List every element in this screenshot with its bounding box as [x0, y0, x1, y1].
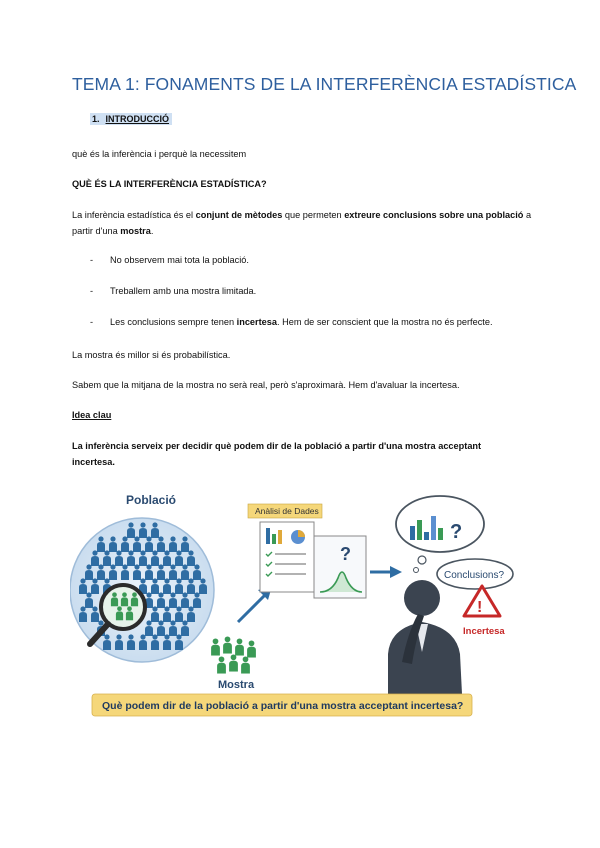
idea-text: La inferència serveix per decidir què podem dir de la població a partir d'una mostra acceptant incertesa. [72, 441, 482, 467]
section-label: INTRODUCCIÓ [105, 114, 170, 124]
def-bold-3: mostra [120, 226, 151, 236]
idea-label: Idea clau [72, 410, 112, 420]
sample-people [211, 636, 256, 673]
def-bold-1: conjunt de mètodes [195, 210, 283, 220]
bullet-text: No observem mai tota la població. [110, 255, 249, 265]
analysis-label: Anàlisi de Dades [255, 506, 319, 516]
section-heading [90, 113, 172, 125]
def-text-1: La inferència estadística és el [72, 210, 196, 220]
page-title: TEMA 1: FONAMENTS DE LA INTERFERÈNCIA ESTADÍSTICA [72, 74, 577, 94]
bullet-dash: - [90, 286, 94, 296]
thinking-person-icon [388, 580, 462, 694]
def-text-4: . [150, 226, 154, 236]
bullet-item-3 [90, 317, 493, 327]
bullet-text: Les conclusions sempre tenen [110, 317, 237, 327]
person-icon [247, 640, 256, 657]
conclusions-bubble [437, 559, 513, 589]
person-icon [223, 636, 232, 653]
def-bold-2: extreure conclusions sobre una població [344, 210, 524, 220]
bullet-dash: - [90, 255, 94, 265]
bullet-item-2 [90, 286, 256, 296]
definition-paragraph [72, 207, 532, 239]
bullet-text: Treballem amb una mostra limitada. [110, 286, 257, 296]
analysis-question-mark: ? [340, 544, 351, 564]
intro-line: què és la inferència i perquè la necessitem [72, 149, 247, 159]
person-icon [235, 638, 244, 655]
bullet-dash: - [90, 317, 94, 327]
bubble-question-mark: ? [450, 521, 463, 543]
sample-label: Mostra [218, 679, 255, 691]
warning-mark: ! [477, 599, 483, 616]
caption-text: Què podem dir de la població a partir d'una mostra acceptant incertesa? [102, 700, 464, 712]
conclusions-label: Conclusions? [444, 570, 505, 581]
person-icon [241, 656, 250, 673]
warning-icon [464, 586, 500, 616]
bullet-item-1 [90, 255, 249, 265]
paragraph-mean: Sabem que la mitjana de la mostra no serà real, però s'aproximarà. Hem d'avaluar la incertesa. [72, 380, 460, 390]
uncertainty-label: Incertesa [463, 626, 505, 637]
arrow-sample-analysis [238, 592, 268, 622]
person-icon [217, 656, 226, 673]
inference-illustration [70, 482, 530, 722]
def-text-3: a partir d'una [72, 210, 532, 236]
person-icon [229, 654, 238, 671]
def-text-2: que permeten [282, 210, 345, 220]
bullet-text: . Hem de ser conscient que la mostra no és perfecte. [277, 317, 493, 327]
person-icon [211, 638, 220, 655]
section-number: 1. [92, 114, 100, 124]
subheading: QUÈ ÉS LA INTERFERÈNCIA ESTADÍSTICA? [72, 179, 267, 189]
paragraph-probabilistic: La mostra és millor si és probabilística. [72, 350, 231, 360]
bullet-bold: incertesa [236, 317, 278, 327]
population-label: Població [126, 493, 177, 507]
